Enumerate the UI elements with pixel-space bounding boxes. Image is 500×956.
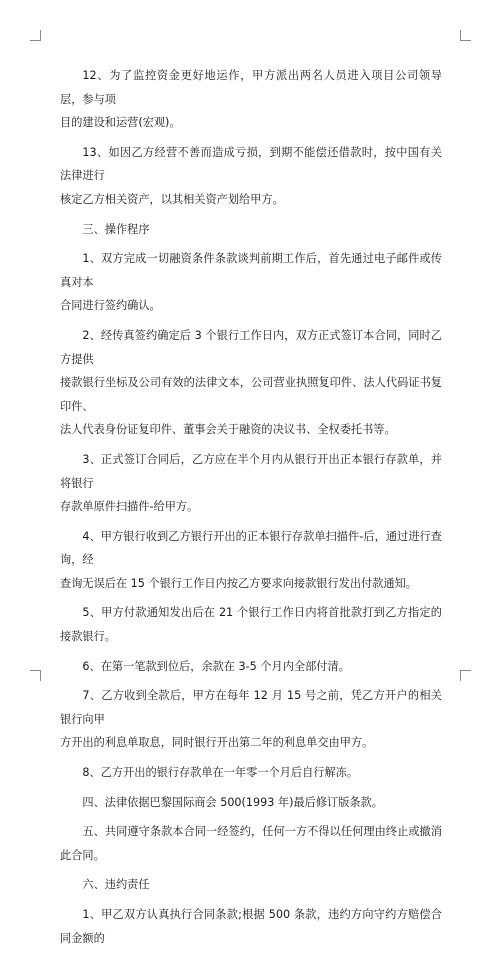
crop-mark-bottom-right <box>460 670 471 681</box>
procedure-item-6 <box>60 655 442 679</box>
paragraph-line: 4、甲方银行收到乙方银行开出的正本银行存款单扫描件-后，通过进行查询，经 <box>60 529 442 567</box>
procedure-item-2 <box>60 324 442 442</box>
procedure-item-8 <box>60 761 442 785</box>
paragraph-line: 查询无误后在 15 个银行工作日内按乙方要求向接款银行发出付款通知。 <box>60 576 417 590</box>
paragraph-line: 3、正式签订合同后，乙方应在半个月内从银行开出正本银行存款单，并将银行 <box>60 452 442 490</box>
paragraph-line: 13、如因乙方经营不善而造成亏损，到期不能偿还借款时，按中国有关法律进行 <box>60 145 442 183</box>
breach-item-1 <box>60 903 442 950</box>
procedure-item-3 <box>60 448 442 519</box>
paragraph-line: 1、甲乙双方认真执行合同条款;根据 500 条款，违约方向守约方赔偿合同金额的 <box>60 908 442 945</box>
paragraph-line: 12、为了监控资金更好地运作，甲方派出两名人员进入项目公司领导层，参与项 <box>60 69 442 106</box>
paragraph-line: 核定乙方相关资产，以其相关资产划给甲方。 <box>60 192 284 206</box>
paragraph-line: 8、乙方开出的银行存款单在一年零一个月后自行解冻。 <box>82 766 359 780</box>
paragraph-line: 接款银行坐标及公司有效的法律文本，公司营业执照复印件、法人代码证书复印件、 <box>60 376 442 413</box>
crop-mark-top-right <box>460 30 471 41</box>
paragraph-line: 目的建设和运营(宏观)。 <box>60 116 181 130</box>
document-body <box>60 64 442 956</box>
paragraph-12 <box>60 64 442 135</box>
paragraph-line: 6、在第一笔款到位后，余款在 3-5 个月内全部付清。 <box>82 659 350 673</box>
paragraph-line: 2、经传真签约确定后 3 个银行工作日内，双方正式签订本合同，同时乙方提供 <box>60 328 442 366</box>
paragraph-13 <box>60 141 442 212</box>
paragraph-line: 法人代表身份证复印件、董事会关于融资的决议书、全权委托书等。 <box>60 423 396 437</box>
paragraph-line: 5、甲方付款通知发出后在 21 个银行工作日内将首批款打到乙方指定的接款银行。 <box>60 606 442 644</box>
section-heading-text: 四、法律依据巴黎国际商会 500(1993 年)最后修订版条款。 <box>82 795 383 809</box>
section-heading-mutual-compliance <box>60 820 442 867</box>
paragraph-line: 7、乙方收到全款后，甲方在每年 12 月 15 号之前，凭乙方开户的相关银行向甲 <box>60 689 442 726</box>
procedure-item-1 <box>60 247 442 318</box>
section-heading-text: 五、共同遵守条款本合同一经签约，任何一方不得以任何理由终止或撤消此合同。 <box>60 825 442 862</box>
procedure-item-7 <box>60 684 442 755</box>
paragraph-line: 存款单原件扫描件-给甲方。 <box>60 500 199 514</box>
crop-mark-top-left <box>30 30 41 41</box>
paragraph-line: 合同进行签约确认。 <box>60 299 161 313</box>
procedure-item-4 <box>60 525 442 596</box>
paragraph-line: 1、双方完成一切融资条件条款谈判前期工作后，首先通过电子邮件或传真对本 <box>60 252 442 289</box>
section-heading-operation-procedure <box>60 218 442 242</box>
section-heading-text: 六、违约责任 <box>82 878 150 892</box>
section-heading-text: 三、操作程序 <box>82 222 150 236</box>
section-heading-legal-basis <box>60 791 442 815</box>
crop-mark-bottom-left <box>30 670 41 681</box>
procedure-item-5 <box>60 601 442 648</box>
section-heading-breach-liability <box>60 873 442 897</box>
paragraph-line: 方开出的利息单取息，同时银行开出第二年的利息单交由甲方。 <box>60 736 374 750</box>
